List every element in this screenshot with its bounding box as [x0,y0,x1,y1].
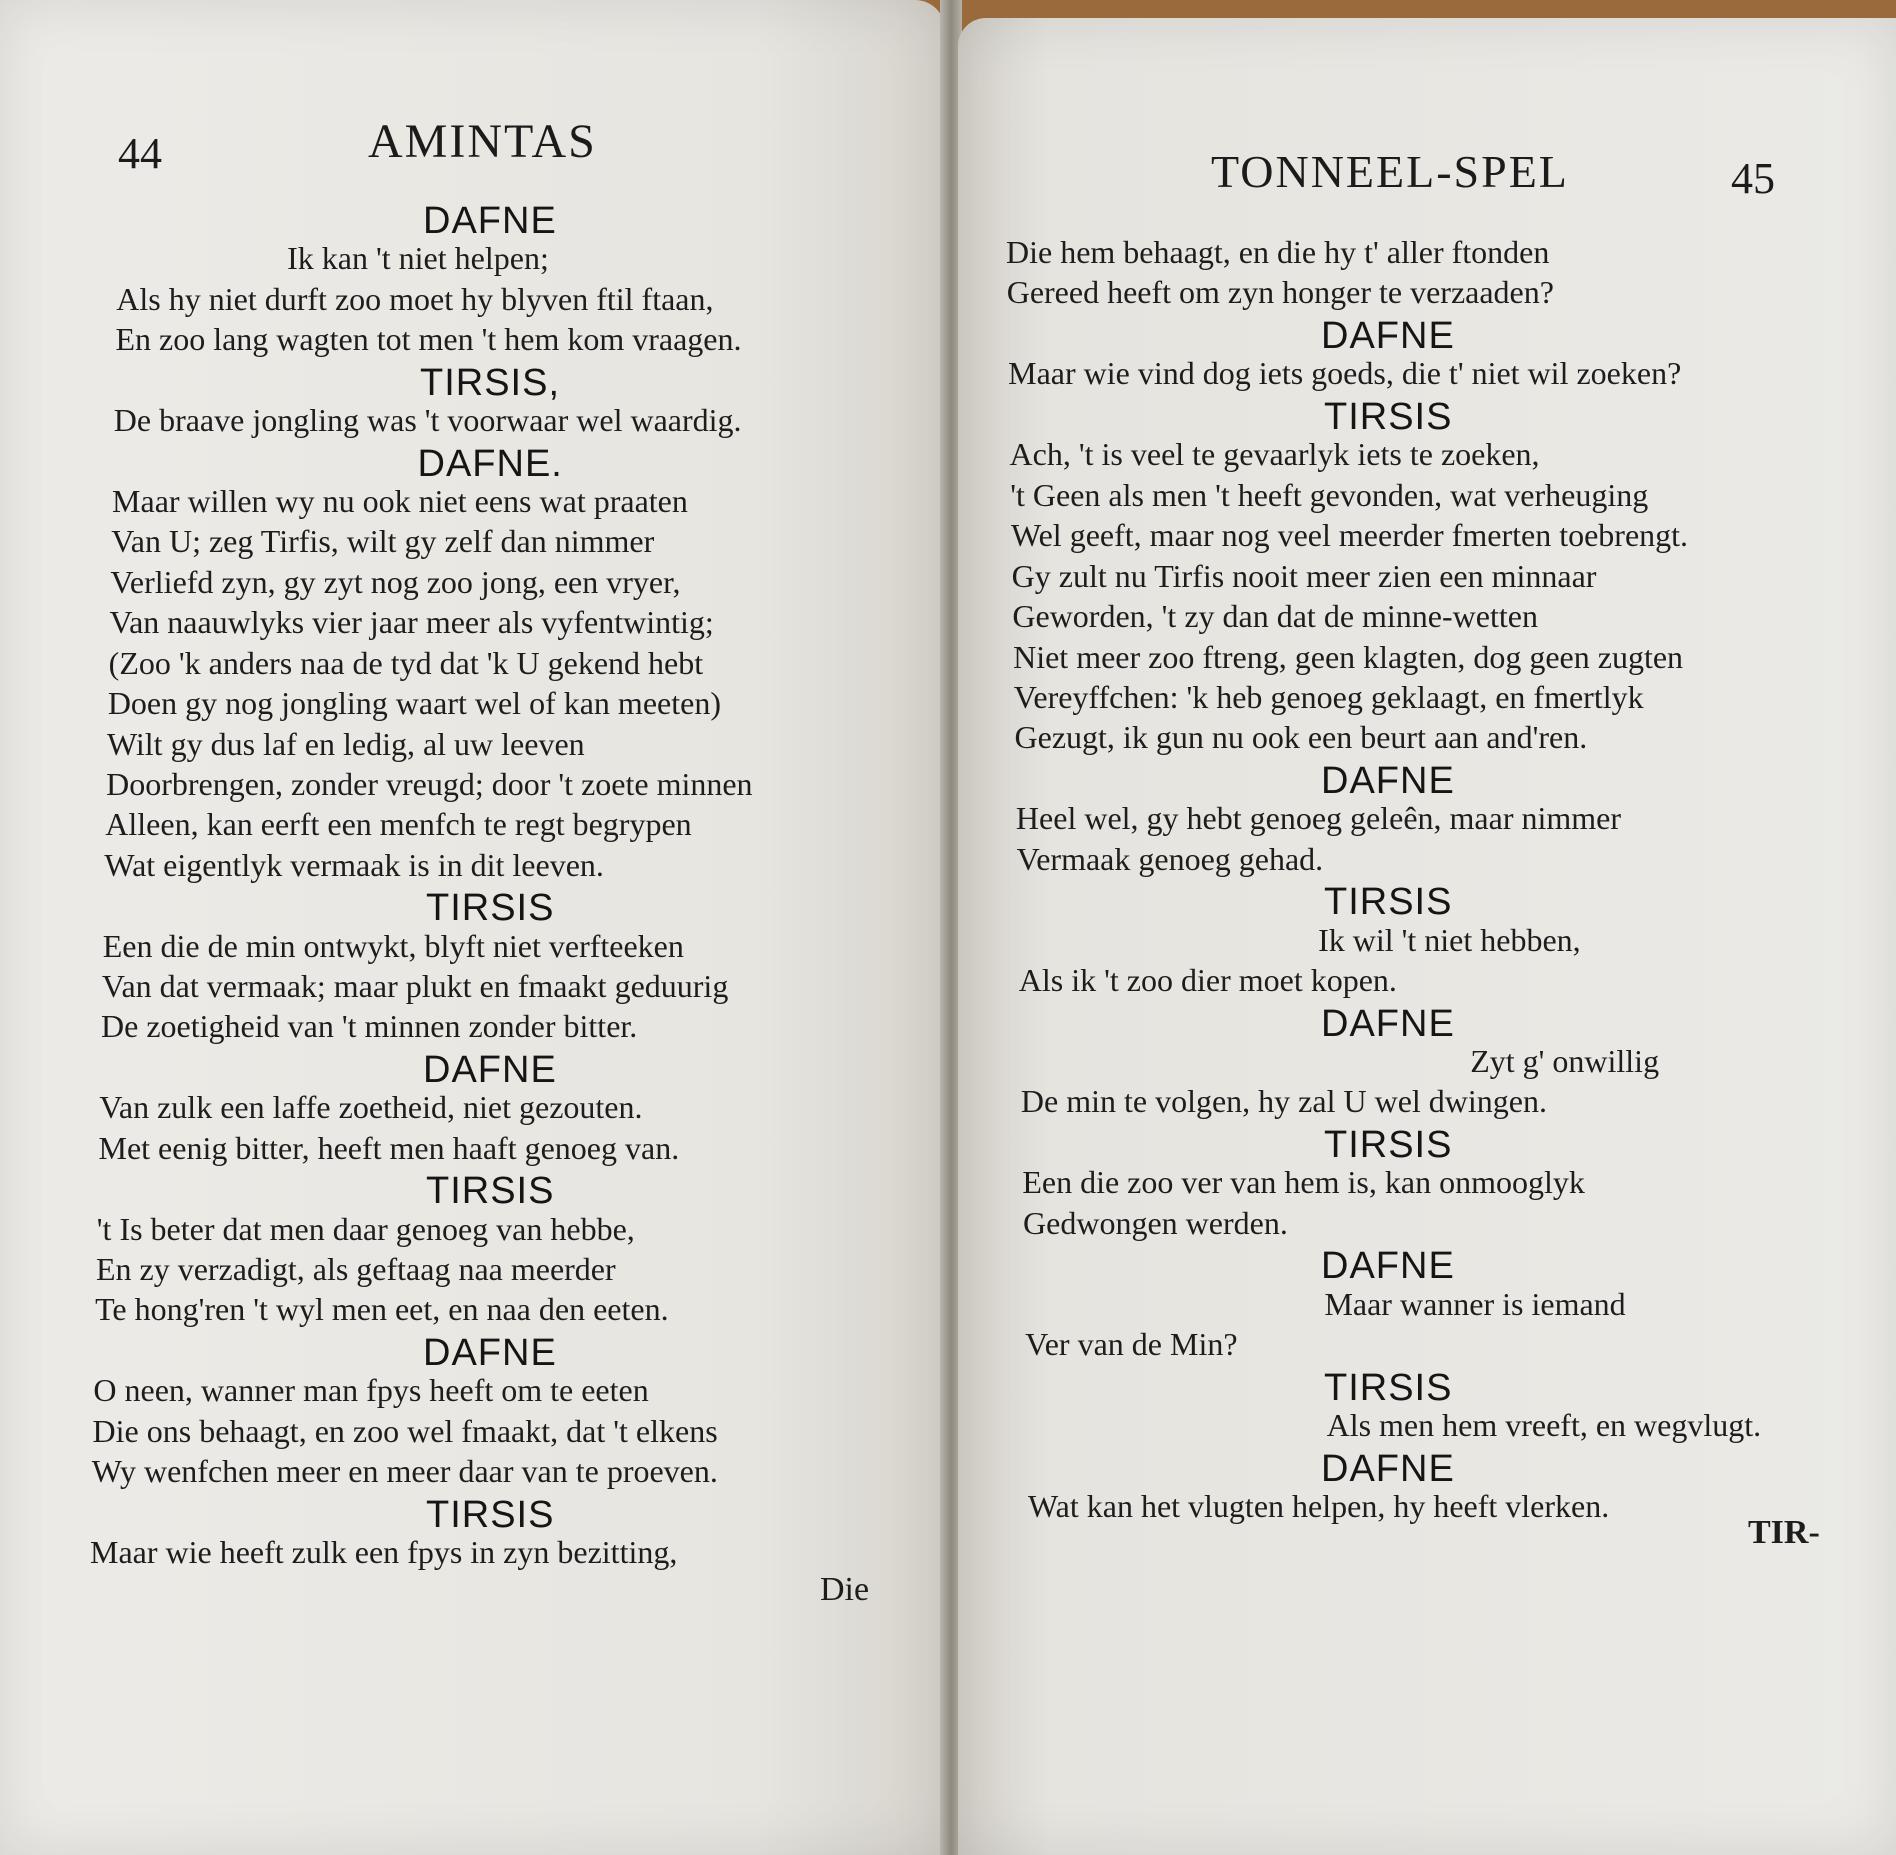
speaker-name: DAFNE [423,1048,557,1091]
verse-line: Als men hem vreeft, en wegvlugt. [1326,1407,1762,1444]
page-number-right: 45 [1731,154,1775,203]
speaker-name: DAFNE [423,1331,557,1374]
verse-line: Doorbrengen, zonder vreugd; door 't zoete minnen [106,765,753,802]
verse-line: Die ons behaagt, en zoo wel fmaakt, dat 't elkens [92,1412,718,1449]
verse-line: Doen gy nog jongling waart wel of kan meeten) [107,685,721,722]
speaker-name: DAFNE [1321,1447,1455,1490]
verse-line: Alleen, kan eerft een menfch te regt begrypen [105,806,692,843]
speaker-name: TIRSIS [1324,881,1453,924]
right-page [958,18,1896,1855]
verse-line: Een die de min ontwykt, blyft niet verfteeken [102,927,684,964]
left-page [0,0,945,1855]
verse-line: Wel geeft, maar nog veel meerder fmerten toebrengt. [1010,517,1689,554]
verse-line: Met eenig bitter, heeft men haaft genoeg van. [98,1129,680,1166]
speaker-name: DAFNE [1321,1245,1455,1288]
speaker-name: TIRSIS [426,1170,555,1213]
catchword-right: TIR- [1748,1514,1820,1551]
speaker-name: TIRSIS [1324,395,1453,438]
speaker-name: DAFNE [1321,314,1455,357]
speaker-name: DAFNE. [417,442,563,485]
verse-line: Niet meer zoo ftreng, geen klagten, dog geen zugten [1013,638,1684,675]
verse-line: De min te volgen, hy zal U wel dwingen. [1020,1083,1547,1120]
verse-line: Vereyffchen: 'k heb genoeg geklaagt, en fmertlyk [1013,678,1644,715]
verse-line: Maar wie vind dog iets goeds, die t' niet wil zoeken? [1008,355,1682,392]
verse-line: Verliefd zyn, gy zyt nog zoo jong, een vryer, [110,563,681,600]
verse-line: Zyt g' onwillig [1470,1043,1660,1080]
verse-line: Wy wenfchen meer en meer daar van te proeven. [91,1453,718,1490]
verse-line: Ver van de Min? [1025,1326,1238,1363]
verse-line: Wat kan het vlugten helpen, hy heeft vlerken. [1028,1488,1610,1524]
verse-line: Een die zoo ver van hem is, kan onmooglyk [1022,1164,1585,1201]
speaker-name: TIRSIS, [420,361,561,404]
verse-line: Gereed heeft om zyn honger te verzaaden? [1006,274,1554,311]
verse-line: Van dat vermaak; maar plukt en fmaakt geduurig [101,968,729,1005]
verse-line: De braave jongling was 't voorwaar wel waardig. [113,402,742,439]
verse-line: Gy zult nu Tirfis nooit meer zien een minnaar [1011,557,1597,594]
verse-line: Van zulk een laffe zoetheid, niet gezouten. [99,1089,643,1126]
speaker-name: TIRSIS [1324,1123,1453,1166]
page-number-left: 44 [118,129,162,178]
verse-line: Ach, 't is veel te gevaarlyk iets te zoeken, [1009,436,1540,473]
speaker-name: DAFNE [1321,1002,1455,1045]
speaker-name: TIRSIS [426,1493,555,1536]
verse-line: Van U; zeg Tirfis, wilt gy zelf dan nimmer [111,523,655,560]
verse-line: Als hy niet durft zoo moet hy blyven ftil ftaan, [116,280,714,317]
verse-line: De zoetigheid van 't minnen zonder bitter. [101,1008,638,1045]
verse-line: Van naauwlyks vier jaar meer als vyfentwintig; [109,604,714,641]
verse-line: Vermaak genoeg gehad. [1016,840,1324,877]
verse-line: Die hem behaagt, en die hy t' aller ftonden [1006,234,1550,270]
speaker-name: TIRSIS [426,887,555,930]
verse-line: Maar willen wy nu ook niet eens wat praaten [112,482,688,519]
verse-line: Maar wanner is iemand [1324,1285,1626,1322]
verse-line: (Zoo 'k anders naa de tyd dat 'k U gekend hebt [108,644,704,681]
verse-line: Gedwongen werden. [1023,1204,1288,1241]
running-head-right: TONNEEL-SPEL [1211,146,1569,197]
verse-line: Geworden, 't zy dan dat de minne-wetten [1012,598,1538,635]
verse-line: En zoo lang wagten tot men 't hem kom vraagen. [115,321,742,358]
running-head-left: AMINTAS [368,115,597,168]
speaker-name: DAFNE [423,200,557,242]
verse-line: O neen, wanner man fpys heeft om te eeten [93,1372,649,1409]
verse-line: Maar wie heeft zulk een fpys in zyn bezitting, [90,1534,678,1570]
verse-line: En zy verzadigt, als geftaag naa meerder [95,1251,616,1288]
verse-line: Heel wel, gy hebt genoeg geleên, maar nimmer [1015,800,1622,837]
verse-line: Ik kan 't niet helpen; [287,240,549,277]
verse-line: Te hong'ren 't wyl men eet, en naa den eeten. [95,1291,669,1328]
verse-line: Ik wil 't niet hebben, [1318,921,1581,958]
verse-line: Wilt gy dus laf en ledig, al uw leeven [106,725,585,762]
verse-line: 't Is beter dat men daar genoeg van hebbe, [96,1210,635,1247]
verse-line: Als ik 't zoo dier moet kopen. [1018,962,1397,999]
catchword-left: Die [820,1571,870,1608]
verse-line: 't Geen als men 't heeft gevonden, wat verheuging [1010,476,1649,513]
speaker-name: TIRSIS [1324,1366,1453,1409]
speaker-name: DAFNE [1321,759,1455,802]
verse-line: Wat eigentlyk vermaak is in dit leeven. [104,846,604,883]
verse-line: Gezugt, ik gun nu ook een beurt aan and'ren. [1014,719,1588,756]
